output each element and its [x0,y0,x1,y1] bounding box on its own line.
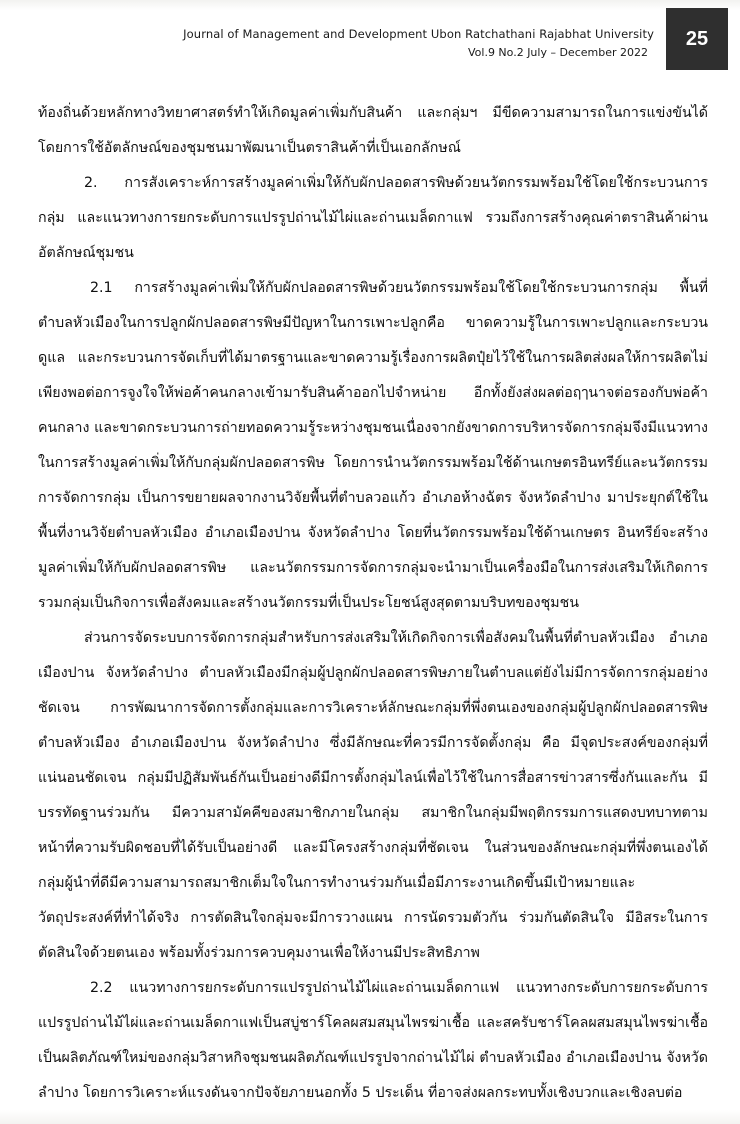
journal-header-text [94,26,654,61]
page-content [38,96,708,1111]
heading-section-2 [38,166,708,271]
paragraph-2-2-text: แนวทางกระดับการยกระดับการแปรรูปถ่านไม้ไผ่และถ่านเมล็ดกาแฟเป็นสบู่ชาร์โคลผสมสมุนไพรฆ่าเชื้อ และสครับชาร์โคลผสมสมุนไพรฆ่าเชื้อ เป็นผลิตภัณฑ์ใหม่ของกลุ่มวิสาหกิจชุมชนผลิตภัณฑ์แปรรูปจากถ่านไม้ไผ่ ตำบลหัวเมือง อำเภอเมืองปาน จังหวัดลำปาง โดยการวิเคราะห์แรงดันจากปัจจัยภายนอกทั้ง 5 ประเด็น ที่อาจส่งผลกระทบทั้งเชิงบวกและเชิงลบต่อ [38,980,708,1101]
subsection-2-2 [38,971,708,1111]
heading-2-1-number: 2.1 [90,280,113,296]
journal-volume-line: Vol.9 No.2 July – December 2022 [467,46,648,59]
subsection-2-1 [38,271,708,621]
heading-2-rest-text: และแนวทางการยกระดับการแปรรูปถ่านไม้ไผ่และถ่านเมล็ดกาแฟ รวมถึงการสร้างคุณค่าตราสินค้าผ่านอัตลักษณ์ชุมชน [38,210,708,261]
heading-2-2-underlined-text: แนวทางการยกระดับการแปรรูปถ่านไม้ไผ่และถ่านเมล็ดกาแฟ [129,980,500,996]
heading-2-underlined-text: การสังเคราะห์การสร้างมูลค่าเพิ่มให้กับผักปลอดสารพิษด้วยนวัตกรรมพร้อมใช้โดยใช้กระบวนการกลุ่ม [38,175,708,226]
paragraph-continuation-text: ท้องถิ่นด้วยหลักทางวิทยาศาสตร์ทำให้เกิดมูลค่าเพิ่มกับสินค้า และกลุ่มฯ มีขีดความสามารถในการแข่งขันได้โดยการใช้อัตลักษณ์ของชุมชนมาพัฒนาเป็นตราสินค้าที่เป็นเอกลักษณ์ [38,105,708,156]
heading-2-2-number: 2.2 [90,980,113,996]
paragraph-group-management-text: ส่วนการจัดระบบการจัดการกลุ่มสำหรับการส่งเสริมให้เกิดกิจการเพื่อสังคมในพื้นที่ตำบลหัวเมือง อำเภอเมืองปาน จังหวัดลำปาง ตำบลหัวเมืองมีกลุ่มผู้ปลูกผักปลอดสารพิษภายในตำบลแต่ยังไม่มีการจัดการกลุ่มอย่างชัดเจน การพัฒนาการจัดการตั้งกลุ่มและการวิเคราะห์ลักษณะกลุ่มที่พึ่งตนเองของกลุ่มผู้ปลูกผักปลอดสารพิษตำบลหัวเมือง อำเภอเมืองปาน จังหวัดลำปาง ซึ่งมีลักษณะที่ควรมีการจัดตั้งกลุ่ม คือ มีจุดประสงค์ของกลุ่มที่แน่นอนชัดเจน กลุ่มมีปฏิสัมพันธ์กันเป็นอย่างดีมีการตั้งกลุ่มไลน์เพื่อไว้ใช้ในการสื่อสารข่าวสารซึ่งกันและกัน มีบรรทัดฐานร่วมกัน มีความสามัคคีของสมาชิกภายในกลุ่ม สมาชิกในกลุ่มมีพฤติกรรมการแสดงบทบาทตามหน้าที่ความรับผิดชอบที่ได้รับเป็นอย่างดี และมีโครงสร้างกลุ่มที่ชัดเจน ในส่วนของลักษณะกลุ่มที่พึ่งตนเองได้กลุ่มผู้นำที่ดีมีความสามารถสมาชิกเต็มใจในการทำงานร่วมกันเมื่อมีภาระงานเกิดขึ้นมีเป้าหมายและวัตถุประสงค์ที่ทำได้จริง การตัดสินใจกลุ่มจะมีการวางแผน การนัดรวมตัวกัน ร่วมกันตัดสินใจ มีอิสระในการตัดสินใจด้วยตนเอง พร้อมทั้งร่วมการควบคุมงานเพื่อให้งานมีประสิทธิภาพ [38,630,708,961]
paragraph-continuation [38,96,708,166]
page-header [0,0,740,78]
heading-2-number: 2. [84,175,98,191]
page-number-badge: 25 [666,8,728,70]
journal-title: Journal of Management and Development Ubon Ratchathani Rajabhat University [183,27,654,41]
paragraph-2-1-text: พื้นที่ตำบลหัวเมืองในการปลูกผักปลอดสารพิษมีปัญหาในการเพาะปลูกคือ ขาดความรู้ในการเพาะปลูกและกระบวนดูแล และกระบวนการจัดเก็บที่ได้มาตรฐานและขาดความรู้เรื่องการผลิตปุ๋ยไว้ใช้ในการผลิตส่งผลให้การผลิตไม่เพียงพอต่อการจูงใจให้พ่อค้าคนกลางเข้ามารับสินค้าออกไปจำหน่าย อีกทั้งยังส่งผลต่อฤๅนาจต่อรองกับพ่อค้าคนกลาง และขาดกระบวนการถ่ายทอดความรู้ระหว่างชุมชนเนื่องจากยังขาดการบริหารจัดการกลุ่มจึงมีแนวทางในการสร้างมูลค่าเพิ่มให้กับกลุ่มผักปลอดสารพิษ โดยการนำนวัตกรรมพร้อมใช้ด้านเกษตรอินทรีย์และนวัตกรรมการจัดการกลุ่ม เป็นการขยายผลจากงานวิจัยพื้นที่ตำบลวอแก้ว อำเภอห้างฉัตร จังหวัดลำปาง มาประยุกต์ใช้ในพื้นที่งานวิจัยตำบลหัวเมือง อำเภอเมืองปาน จังหวัดลำปาง โดยที่นวัตกรรมพร้อมใช้ด้านเกษตร อินทรีย์จะสร้างมูลค่าเพิ่มให้กับผักปลอดสารพิษ และนวัตกรรมการจัดการกลุ่มจะนำมาเป็นเครื่องมือในการส่งเสริมให้เกิดการรวมกลุ่มเป็นกิจการเพื่อสังคมและสร้างนวัตกรรมที่เป็นประโยชน์สูงสุดตามบริบทของชุมชน [38,280,708,611]
scan-edge-bottom [0,1110,740,1124]
paragraph-group-management [38,621,708,971]
heading-2-1-underlined-text: การสร้างมูลค่าเพิ่มให้กับผักปลอดสารพิษด้วยนวัตกรรมพร้อมใช้โดยใช้กระบวนการกลุ่ม [134,280,658,296]
